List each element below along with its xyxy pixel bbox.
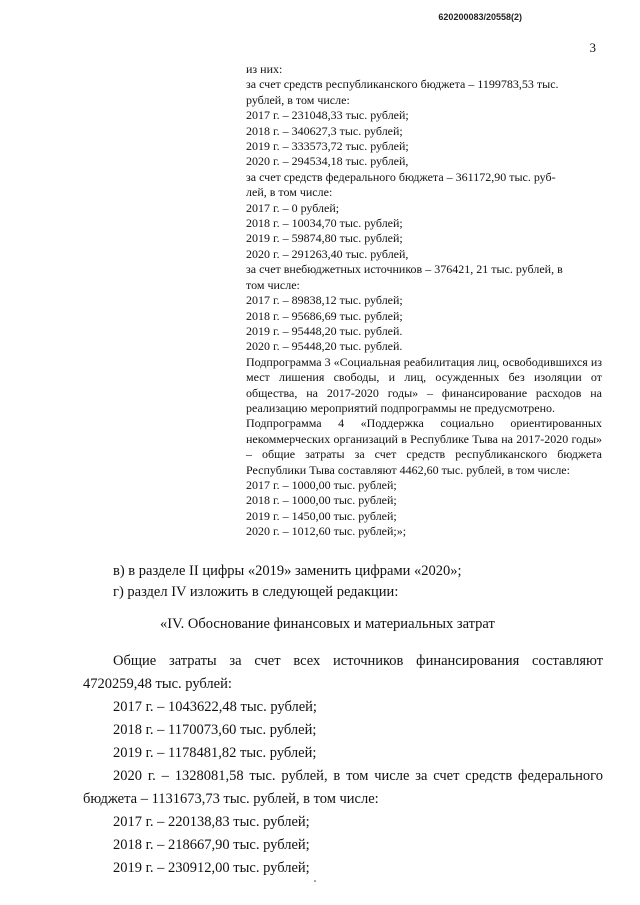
- text-line: рублей, в том числе:: [246, 92, 350, 107]
- text-line: 2019 г. – 59874,80 тыс. рублей;: [246, 231, 403, 246]
- text-line: из них:: [246, 62, 283, 76]
- text-line: за счет средств федерального бюджета – 361172,90 тыс. руб-: [246, 169, 556, 184]
- text-line: 2017 г. – 89838,12 тыс. рублей;: [246, 293, 403, 308]
- text-line: 2019 г. – 1178481,82 тыс. рублей;: [113, 745, 317, 761]
- main-funding-section: [83, 650, 603, 880]
- text-line: 2017 г. – 220138,83 тыс. рублей;: [113, 814, 310, 830]
- text-line: 2017 г. – 231048,33 тыс. рублей;: [246, 108, 409, 123]
- subprogram-4-paragraph: Подпрограмма 4 «Поддержка социально ориентированных некоммерческих организаций в Республике Тыва на 2017-2020 годы» – общие затраты за счет средств республиканского бюджета Республики Тыва составляют 4462,60 тыс. рублей, в том числе:: [246, 416, 602, 477]
- section-heading: «IV. Обоснование финансовых и материальных затрат: [160, 616, 495, 632]
- text-line: 2018 г. – 1170073,60 тыс. рублей;: [113, 722, 317, 738]
- text-line: 2020 г. – 95448,20 тыс. рублей.: [246, 339, 403, 354]
- subprogram-3-paragraph: Подпрограмма 3 «Социальная реабилитация лиц, освободившихся из мест лишения свободы, и лиц, осужденных без изоляции от общества, на 2017-2020 годы» – финансирование расходов на реализацию мероприятий подпрограммы не предусмотрено.: [246, 354, 602, 415]
- text-line: 2017 г. – 1000,00 тыс. рублей;: [246, 477, 397, 492]
- text-line: 2020 г. – 291263,40 тыс. рублей,: [246, 246, 409, 261]
- amendment-item-v: в) в разделе II цифры «2019» заменить цифрами «2020»;: [113, 563, 462, 579]
- text-line: 2018 г. – 340627,3 тыс. рублей;: [246, 123, 403, 138]
- text-line: 2019 г. – 333573,72 тыс. рублей;: [246, 139, 409, 154]
- text-line: за счет внебюджетных источников – 376421, 21 тыс. рублей, в: [246, 262, 563, 277]
- amendment-item-g: г) раздел IV изложить в следующей редакции:: [113, 584, 399, 600]
- document-code: 620200083/20558(2): [438, 12, 522, 22]
- text-line: 2019 г. – 95448,20 тыс. рублей.: [246, 323, 403, 338]
- text-line: 2019 г. – 230912,00 тыс. рублей;: [113, 860, 310, 876]
- text-line: 2018 г. – 95686,69 тыс. рублей;: [246, 308, 403, 323]
- text-line: 2018 г. – 218667,90 тыс. рублей;: [113, 837, 310, 853]
- text-line: 2017 г. – 1043622,48 тыс. рублей;: [113, 699, 317, 715]
- text-line: за счет средств республиканского бюджета – 1199783,53 тыс.: [246, 77, 559, 92]
- text-line: лей, в том числе:: [246, 185, 333, 200]
- page-number: 3: [589, 40, 596, 55]
- text-line: 2017 г. – 0 рублей;: [246, 200, 340, 215]
- scan-speck: [314, 880, 316, 882]
- text-line: 2019 г. – 1450,00 тыс. рублей;: [246, 508, 397, 523]
- text-line: 2018 г. – 1000,00 тыс. рублей;: [246, 493, 397, 508]
- text-line: том числе:: [246, 277, 300, 292]
- inner-funding-block: [246, 62, 602, 540]
- text-line: 2020 г. – 294534,18 тыс. рублей,: [246, 154, 409, 169]
- intro-paragraph: Общие затраты за счет всех источников финансирования составляют 4720259,48 тыс. рублей:: [83, 653, 603, 692]
- text-line: 2020 г. – 1012,60 тыс. рублей;»;: [246, 524, 407, 539]
- text-line: 2018 г. – 10034,70 тыс. рублей;: [246, 216, 403, 231]
- year-2020-paragraph: 2020 г. – 1328081,58 тыс. рублей, в том числе за счет средств федерального бюджета – 1131673,73 тыс. рублей, в том числе:: [83, 768, 603, 807]
